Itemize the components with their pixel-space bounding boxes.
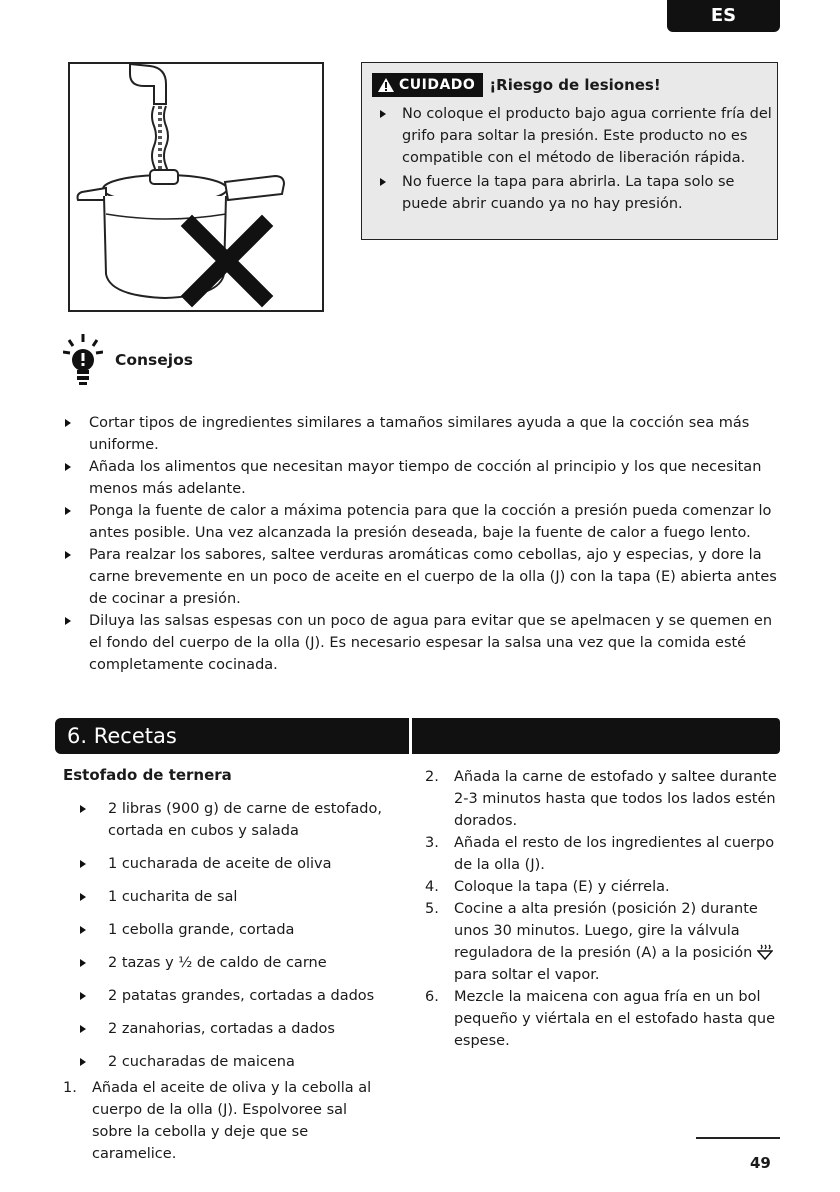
step-text: Añada la carne de estofado y saltee durante 2-3 minutos hasta que todos los lados estén dorados. (454, 769, 777, 829)
bullet-icon (80, 992, 86, 1000)
tip-item: Añada los alimentos que necesitan mayor tiempo de cocción al principio y los que necesitan menos más adelante. (63, 456, 783, 500)
step-text: Añada el resto de los ingredientes al cuerpo de la olla (J). (454, 835, 775, 873)
caution-header (372, 73, 661, 97)
bullet-icon (65, 507, 71, 515)
tip-item: Para realzar los sabores, saltee verduras aromáticas como cebollas, ajo y especias, y dore la carne brevemente en un poco de aceite en el cuerpo de la olla (J) con la tapa (E) abierta antes de cocinar a presión. (63, 544, 783, 610)
step-text-a: Cocine a alta presión (posición 2) durante unos 30 minutos. Luego, gire la válvula reguladora de la presión (A) a la posición (454, 901, 758, 961)
step-number: 4. (425, 879, 439, 895)
recipe-step (425, 986, 785, 1052)
recipe-step (425, 832, 785, 876)
tips-list (63, 412, 783, 676)
ingredient-item: 2 libras (900 g) de carne de estofado, cortada en cubos y salada (80, 798, 410, 842)
bullet-icon (65, 617, 71, 625)
steps-left-column (63, 1077, 383, 1165)
step-text: Mezcle la maicena con agua fría en un bol pequeño y viértala en el estofado hasta que espese. (454, 989, 775, 1049)
recipe-step (425, 876, 785, 898)
bullet-icon (80, 1058, 86, 1066)
bullet-icon (80, 926, 86, 934)
step-text: Coloque la tapa (E) y ciérrela. (454, 879, 670, 895)
bullet-icon (380, 178, 386, 186)
cooker-under-tap-icon (70, 64, 322, 310)
ingredient-item: 2 zanahorias, cortadas a dados (80, 1018, 410, 1040)
section-heading (55, 718, 780, 754)
ingredient-item: 2 cucharadas de maicena (80, 1051, 410, 1073)
footer-rule (696, 1137, 780, 1139)
page-number: 49 (750, 1154, 771, 1172)
section-title: 6. Recetas (67, 724, 177, 748)
tip-item: Diluya las salsas espesas con un poco de agua para evitar que se apelmacen y se quemen en el fondo del cuerpo de la olla (J). Es necesario espesar la salsa una vez que la comida esté completamente cocinada. (63, 610, 783, 676)
section-divider (409, 718, 412, 754)
bullet-icon (65, 551, 71, 559)
recipe-step (63, 1077, 383, 1165)
bullet-icon (80, 1025, 86, 1033)
step-number: 6. (425, 989, 439, 1005)
ingredient-list (80, 798, 410, 1084)
caution-item: No fuerce la tapa para abrirla. La tapa solo se puede abrir cuando ya no hay presión. (372, 171, 772, 215)
tip-item: Cortar tipos de ingredientes similares a tamaños similares ayuda a que la cocción sea más uniforme. (63, 412, 783, 456)
caution-box (361, 62, 778, 240)
steps-right-column (425, 766, 785, 1052)
recipe-step (425, 898, 785, 986)
ingredient-item: 1 cebolla grande, cortada (80, 919, 410, 941)
caution-list (372, 103, 772, 217)
recipe-title: Estofado de ternera (63, 766, 232, 784)
step-number: 2. (425, 769, 439, 785)
caution-item: No coloque el producto bajo agua corriente fría del grifo para soltar la presión. Este producto no es compatible con el método de liberación rápida. (372, 103, 772, 169)
caution-badge (372, 73, 483, 97)
bullet-icon (65, 463, 71, 471)
language-tab: ES (667, 0, 780, 32)
bullet-icon (380, 110, 386, 118)
step-number: 5. (425, 901, 439, 917)
bullet-icon (80, 860, 86, 868)
step-number: 3. (425, 835, 439, 851)
bullet-icon (80, 893, 86, 901)
step-text-b: para soltar el vapor. (454, 967, 600, 983)
lightbulb-icon (63, 334, 103, 386)
ingredient-item: 2 patatas grandes, cortadas a dados (80, 985, 410, 1007)
tips-header (63, 334, 193, 386)
ingredient-item: 1 cucharita de sal (80, 886, 410, 908)
steam-release-icon (757, 944, 773, 960)
tips-title: Consejos (115, 351, 193, 369)
bullet-icon (65, 419, 71, 427)
bullet-icon (80, 959, 86, 967)
caution-badge-label: CUIDADO (399, 77, 476, 93)
recipe-step (425, 766, 785, 832)
step-text: Añada el aceite de oliva y la cebolla al cuerpo de la olla (J). Espolvoree sal sobre la cebolla y deje que se caramelice. (92, 1080, 372, 1162)
caution-title: ¡Riesgo de lesiones! (489, 76, 661, 94)
warning-triangle-icon (378, 78, 394, 92)
bullet-icon (80, 805, 86, 813)
step-number: 1. (63, 1080, 77, 1096)
tip-item: Ponga la fuente de calor a máxima potencia para que la cocción a presión pueda comenzar lo antes posible. Una vez alcanzada la presión deseada, baje la fuente de calor a fuego lento. (63, 500, 783, 544)
ingredient-item: 2 tazas y ½ de caldo de carne (80, 952, 410, 974)
ingredient-item: 1 cucharada de aceite de oliva (80, 853, 410, 875)
pressure-cooker-illustration (68, 62, 324, 312)
